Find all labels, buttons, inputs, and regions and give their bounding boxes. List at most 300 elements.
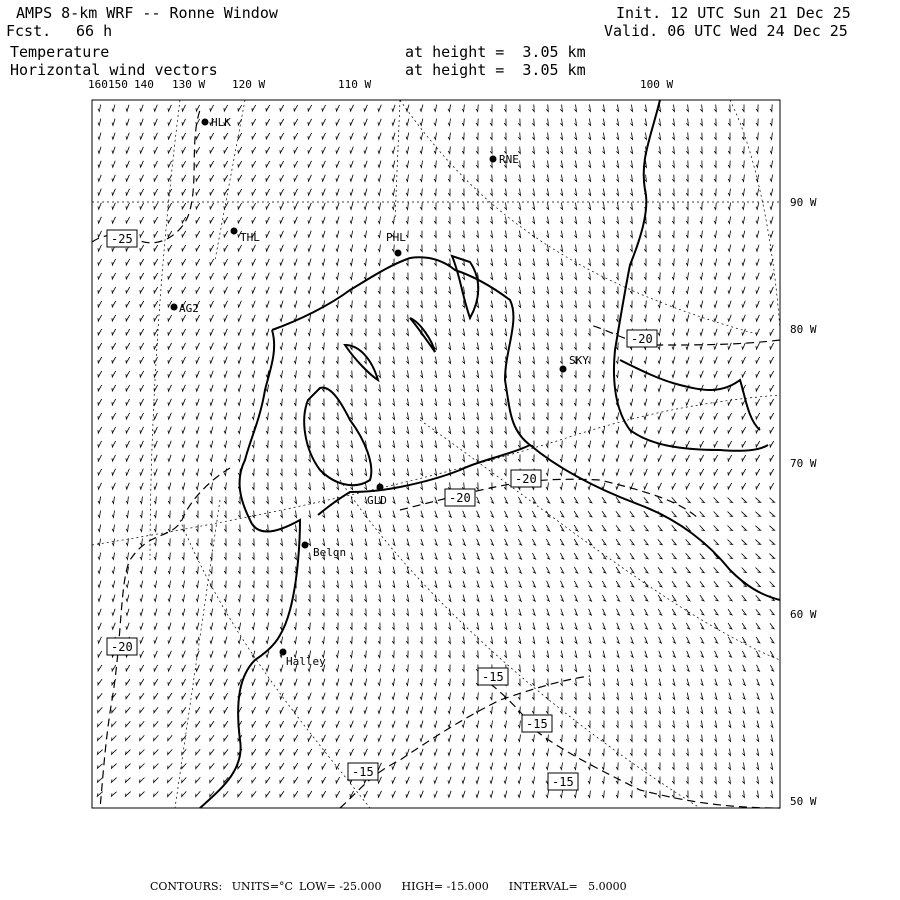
wind-vector xyxy=(112,147,115,154)
wind-vector xyxy=(392,329,394,336)
wind-vector xyxy=(714,175,716,182)
wind-vector xyxy=(294,595,296,602)
wind-vector xyxy=(406,329,408,336)
wind-vector xyxy=(728,217,731,224)
wind-vector xyxy=(756,399,760,405)
lon-label-130: 130 W xyxy=(172,78,206,91)
wind-vector xyxy=(294,399,296,406)
wind-vector xyxy=(280,567,282,574)
legend-low: LOW= -25.000 xyxy=(298,880,382,893)
wind-vector xyxy=(392,707,395,714)
station-label: Belgn xyxy=(313,546,347,559)
wind-vector xyxy=(224,707,228,713)
wind-vector xyxy=(336,245,339,252)
wind-vector xyxy=(112,469,116,475)
legend-units: UNITS=°C xyxy=(231,880,293,893)
wind-vector xyxy=(434,665,436,672)
wind-vector xyxy=(700,763,702,770)
wind-vector xyxy=(490,119,492,126)
wind-vector xyxy=(434,329,436,336)
wind-vector xyxy=(644,763,646,770)
wind-vector xyxy=(280,273,283,280)
wind-vector xyxy=(140,623,143,630)
wind-vector xyxy=(434,189,436,196)
wind-vector xyxy=(266,483,268,490)
wind-vector xyxy=(434,609,436,616)
wind-vector xyxy=(126,371,130,377)
wind-vector xyxy=(125,792,130,797)
wind-vector xyxy=(266,595,268,602)
wind-vector xyxy=(210,749,214,755)
wind-vector xyxy=(728,441,732,447)
wind-vector xyxy=(756,581,761,586)
wind-vector xyxy=(140,441,144,447)
wind-vector xyxy=(602,567,606,573)
wind-vector xyxy=(210,595,212,602)
wind-vector xyxy=(602,581,605,587)
wind-vector xyxy=(112,343,116,349)
wind-vector xyxy=(182,651,185,658)
wind-vector xyxy=(182,119,186,125)
wind-vector xyxy=(98,693,102,699)
wind-vector xyxy=(308,693,311,700)
wind-vector xyxy=(700,483,704,489)
wind-vector xyxy=(168,147,172,153)
wind-vector xyxy=(154,119,157,125)
wind-vector xyxy=(532,791,535,798)
wind-vector xyxy=(266,511,268,518)
wind-vector xyxy=(392,217,394,224)
wind-vector xyxy=(210,441,213,448)
wind-vector xyxy=(770,357,774,363)
wind-vector xyxy=(532,343,534,350)
wind-vector xyxy=(602,763,604,770)
wind-vector xyxy=(406,679,408,686)
wind-vector xyxy=(308,287,311,294)
wind-vector xyxy=(560,455,562,462)
wind-vector xyxy=(672,161,674,168)
wind-vector xyxy=(112,483,116,489)
wind-vector xyxy=(378,343,380,350)
wind-vector xyxy=(392,147,395,154)
wind-vector xyxy=(588,749,590,756)
wind-vector xyxy=(238,357,241,364)
wind-vector xyxy=(742,568,747,573)
lat-label-60: 60 W xyxy=(790,608,817,621)
wind-vector xyxy=(560,441,562,448)
wind-vector xyxy=(700,427,704,433)
wind-vector xyxy=(112,721,117,726)
wind-vector xyxy=(266,147,270,153)
wind-vector xyxy=(126,413,130,419)
wind-vector xyxy=(182,147,186,153)
wind-vector xyxy=(756,791,758,798)
wind-vector xyxy=(715,693,717,700)
wind-vector xyxy=(182,385,186,391)
wind-vector xyxy=(336,189,339,196)
wind-vector xyxy=(224,329,227,335)
wind-vector xyxy=(406,399,408,406)
wind-vector xyxy=(588,581,591,587)
wind-vector xyxy=(238,665,241,672)
wind-vector xyxy=(210,469,213,476)
wind-vector xyxy=(448,231,450,238)
wind-vector xyxy=(238,553,240,560)
wind-vector xyxy=(126,581,129,588)
wind-vector xyxy=(476,469,478,476)
wind-vector xyxy=(574,231,576,238)
wind-vector xyxy=(126,427,130,433)
wind-vector xyxy=(434,245,436,252)
wind-vector xyxy=(196,343,200,349)
wind-vector xyxy=(420,161,422,168)
wind-vector xyxy=(686,315,689,322)
wind-vector xyxy=(280,679,283,686)
wind-vector xyxy=(140,133,143,139)
wind-vector xyxy=(252,749,256,755)
wind-vector xyxy=(714,315,717,322)
wind-vector xyxy=(476,343,478,350)
wind-vector xyxy=(294,497,296,504)
wind-vector xyxy=(742,777,744,784)
wind-vector xyxy=(434,707,437,714)
wind-vector xyxy=(378,413,380,420)
wind-vector xyxy=(434,637,436,644)
wind-vector xyxy=(420,469,422,476)
wind-vector xyxy=(728,259,731,266)
wind-vector xyxy=(505,595,508,602)
wind-vector xyxy=(140,567,143,574)
wind-vector xyxy=(742,554,747,559)
wind-vector xyxy=(518,791,521,798)
wind-vector xyxy=(490,777,493,784)
wind-vector xyxy=(224,497,226,504)
wind-vector xyxy=(518,511,521,517)
station-dot xyxy=(395,250,402,257)
wind-vector xyxy=(630,749,632,756)
wind-vector xyxy=(210,343,214,349)
wind-vector xyxy=(224,763,228,769)
wind-vector xyxy=(504,707,506,714)
wind-vector xyxy=(645,651,647,658)
wind-vector xyxy=(336,567,338,574)
wind-vector xyxy=(756,554,761,559)
wind-vector xyxy=(700,301,703,308)
island xyxy=(345,345,378,380)
wind-vector xyxy=(280,399,282,406)
wind-vector xyxy=(743,721,745,728)
wind-vector xyxy=(603,665,605,672)
wind-vector xyxy=(630,119,632,126)
wind-vector xyxy=(714,119,716,126)
wind-vector xyxy=(518,749,521,756)
wind-vector xyxy=(210,259,214,265)
coast-east-lower xyxy=(530,445,780,600)
wind-vector xyxy=(266,539,268,546)
map-title: AMPS 8-km WRF -- Ronne Window xyxy=(16,4,278,22)
wind-vector xyxy=(336,413,338,420)
lat-label-80: 80 W xyxy=(790,323,817,336)
wind-vector xyxy=(617,609,620,615)
wind-vector xyxy=(644,525,648,531)
wind-vector xyxy=(392,315,394,322)
wind-vector xyxy=(728,287,731,294)
wind-vector xyxy=(252,469,254,476)
wind-vector xyxy=(770,161,773,168)
wind-vector xyxy=(364,679,367,686)
wind-vector xyxy=(714,203,716,210)
wind-vector xyxy=(322,595,324,602)
wind-vector xyxy=(322,245,325,252)
wind-vector xyxy=(252,413,254,420)
wind-vector xyxy=(350,427,352,434)
wind-vector xyxy=(561,623,564,630)
wind-vector xyxy=(435,525,438,532)
wind-vector xyxy=(546,175,548,182)
wind-vector xyxy=(336,665,339,672)
wind-vector xyxy=(350,413,352,420)
wind-vector xyxy=(140,525,142,532)
wind-vector xyxy=(252,483,254,490)
wind-vector xyxy=(602,595,605,601)
wind-vector xyxy=(770,189,773,196)
wind-vector xyxy=(602,371,604,378)
wind-vector xyxy=(294,301,297,308)
wind-vector xyxy=(560,273,562,280)
wind-vector xyxy=(672,189,674,196)
wind-vector xyxy=(504,119,506,126)
wind-vector xyxy=(560,791,562,798)
wind-vector xyxy=(616,721,618,728)
wind-vector xyxy=(196,483,199,490)
wind-vector xyxy=(252,301,255,308)
wind-vector xyxy=(406,455,408,462)
wind-vector xyxy=(378,161,381,168)
wind-vector xyxy=(308,105,312,111)
wind-vector xyxy=(154,483,157,490)
wind-vector xyxy=(630,609,633,615)
station-dot xyxy=(231,228,238,235)
wind-vector xyxy=(575,651,577,658)
wind-vector xyxy=(98,553,101,560)
wind-vector xyxy=(168,609,171,616)
wind-vector xyxy=(280,777,284,783)
wind-vector xyxy=(266,301,269,308)
wind-vector xyxy=(714,595,718,601)
wind-vector xyxy=(112,133,115,140)
wind-vector xyxy=(462,315,464,322)
wind-vector xyxy=(644,469,647,475)
wind-vector xyxy=(686,189,688,196)
wind-vector xyxy=(672,455,676,461)
wind-vector xyxy=(770,623,774,629)
wind-vector xyxy=(462,665,464,672)
wind-vector xyxy=(686,595,690,601)
wind-vector xyxy=(686,217,688,224)
wind-vector xyxy=(98,609,101,616)
wind-vector xyxy=(756,259,759,266)
wind-vector xyxy=(182,637,185,644)
wind-vector xyxy=(168,511,170,518)
wind-vector xyxy=(434,679,436,686)
wind-vector xyxy=(560,287,562,294)
wind-vector xyxy=(224,371,227,378)
wind-vector xyxy=(658,553,662,559)
wind-vector xyxy=(532,427,534,434)
wind-vector xyxy=(308,469,310,476)
wind-vector xyxy=(350,623,352,630)
wind-vector xyxy=(420,273,422,280)
wind-vector xyxy=(126,259,130,265)
wind-vector xyxy=(322,315,324,322)
wind-vector xyxy=(742,203,745,210)
wind-vector xyxy=(672,721,674,728)
wind-vector xyxy=(252,735,256,741)
wind-vector xyxy=(126,693,130,699)
wind-vector xyxy=(421,497,424,504)
wind-vector xyxy=(714,301,717,308)
wind-vector xyxy=(378,749,381,755)
wind-vector xyxy=(112,665,116,671)
wind-vector xyxy=(462,427,464,434)
wind-vector xyxy=(476,189,478,196)
wind-vector xyxy=(392,357,394,364)
wind-vector xyxy=(616,203,618,210)
wind-vector xyxy=(154,147,158,153)
wind-vector xyxy=(168,539,170,546)
wind-vector xyxy=(434,301,436,308)
wind-vector xyxy=(673,693,675,700)
wind-vector xyxy=(140,231,144,237)
wind-vector xyxy=(616,189,618,196)
wind-vector xyxy=(448,343,450,350)
wind-vector xyxy=(364,189,367,196)
wind-vector xyxy=(602,525,606,531)
wind-vector xyxy=(308,245,311,252)
wind-vector xyxy=(532,511,535,517)
wind-vector xyxy=(476,231,478,238)
wind-vector xyxy=(182,581,184,588)
wind-vector xyxy=(266,175,270,181)
wind-vector xyxy=(97,750,102,755)
wind-vector xyxy=(280,595,282,602)
graticule-line xyxy=(180,520,370,808)
wind-vector xyxy=(392,469,394,476)
wind-vector xyxy=(140,750,145,755)
wind-vector xyxy=(322,119,326,125)
wind-vector xyxy=(168,735,172,740)
wind-vector xyxy=(603,651,605,658)
wind-vector xyxy=(308,637,310,644)
wind-vector xyxy=(182,231,186,237)
wind-vector xyxy=(574,119,576,126)
wind-vector xyxy=(588,287,590,294)
wind-vector xyxy=(406,595,408,602)
wind-vector xyxy=(182,399,185,405)
wind-vector xyxy=(182,763,187,768)
wind-vector xyxy=(168,791,173,796)
wind-vector xyxy=(435,511,438,518)
wind-vector xyxy=(224,133,228,139)
wind-vector xyxy=(434,357,436,364)
wind-vector xyxy=(728,343,731,349)
wind-vector xyxy=(588,161,590,168)
wind-vector xyxy=(602,287,604,294)
wind-vector xyxy=(630,413,633,420)
wind-vector xyxy=(112,413,116,419)
wind-vector xyxy=(560,721,562,728)
wind-vector xyxy=(728,469,732,475)
wind-vector xyxy=(616,133,618,140)
wind-vector xyxy=(491,595,493,602)
wind-vector xyxy=(336,455,338,462)
wind-vector xyxy=(210,567,212,574)
wind-vector xyxy=(560,553,563,559)
wind-vector xyxy=(700,595,704,601)
wind-vector xyxy=(266,679,269,686)
wind-vector xyxy=(336,483,338,490)
wind-vector xyxy=(686,427,690,433)
station-dot xyxy=(490,156,497,163)
wind-vector xyxy=(518,651,520,658)
wind-vector xyxy=(462,679,464,686)
wind-vector xyxy=(728,735,730,742)
wind-vector xyxy=(602,749,604,756)
wind-vector xyxy=(462,441,464,448)
wind-vector xyxy=(154,189,158,195)
wind-vector xyxy=(308,679,311,686)
wind-vector xyxy=(252,763,256,769)
wind-vector xyxy=(588,175,590,182)
wind-vector xyxy=(770,315,774,321)
wind-vector xyxy=(168,343,172,349)
wind-vector xyxy=(421,567,423,574)
wind-vector xyxy=(322,399,324,406)
wind-vector xyxy=(337,525,339,532)
wind-vector xyxy=(715,707,717,714)
wind-vector xyxy=(154,651,158,657)
wind-vector xyxy=(701,679,703,686)
wind-vector xyxy=(728,526,733,531)
wind-vector xyxy=(686,231,688,238)
wind-vector xyxy=(546,203,548,210)
wind-vector xyxy=(532,259,534,266)
wind-vector xyxy=(658,469,662,475)
wind-vector xyxy=(378,693,381,700)
wind-vector xyxy=(126,273,130,279)
wind-vector xyxy=(588,385,590,392)
wind-vector xyxy=(532,665,534,672)
wind-vector xyxy=(728,147,730,154)
wind-vector xyxy=(252,595,254,602)
wind-vector xyxy=(644,427,647,434)
wind-vector xyxy=(182,105,186,111)
island xyxy=(452,256,478,318)
wind-vector xyxy=(602,455,605,462)
wind-vector xyxy=(769,540,774,545)
wind-vector xyxy=(322,749,326,755)
legend-interval: INTERVAL= 5.0000 xyxy=(508,880,627,893)
wind-vector xyxy=(154,567,156,574)
wind-vector xyxy=(196,427,199,434)
wind-vector xyxy=(224,315,228,321)
wind-vector xyxy=(294,749,298,755)
wind-vector xyxy=(350,161,353,168)
wind-vector xyxy=(238,609,240,616)
wind-vector xyxy=(658,357,661,364)
wind-vector xyxy=(756,623,760,629)
wind-vector xyxy=(224,581,226,588)
